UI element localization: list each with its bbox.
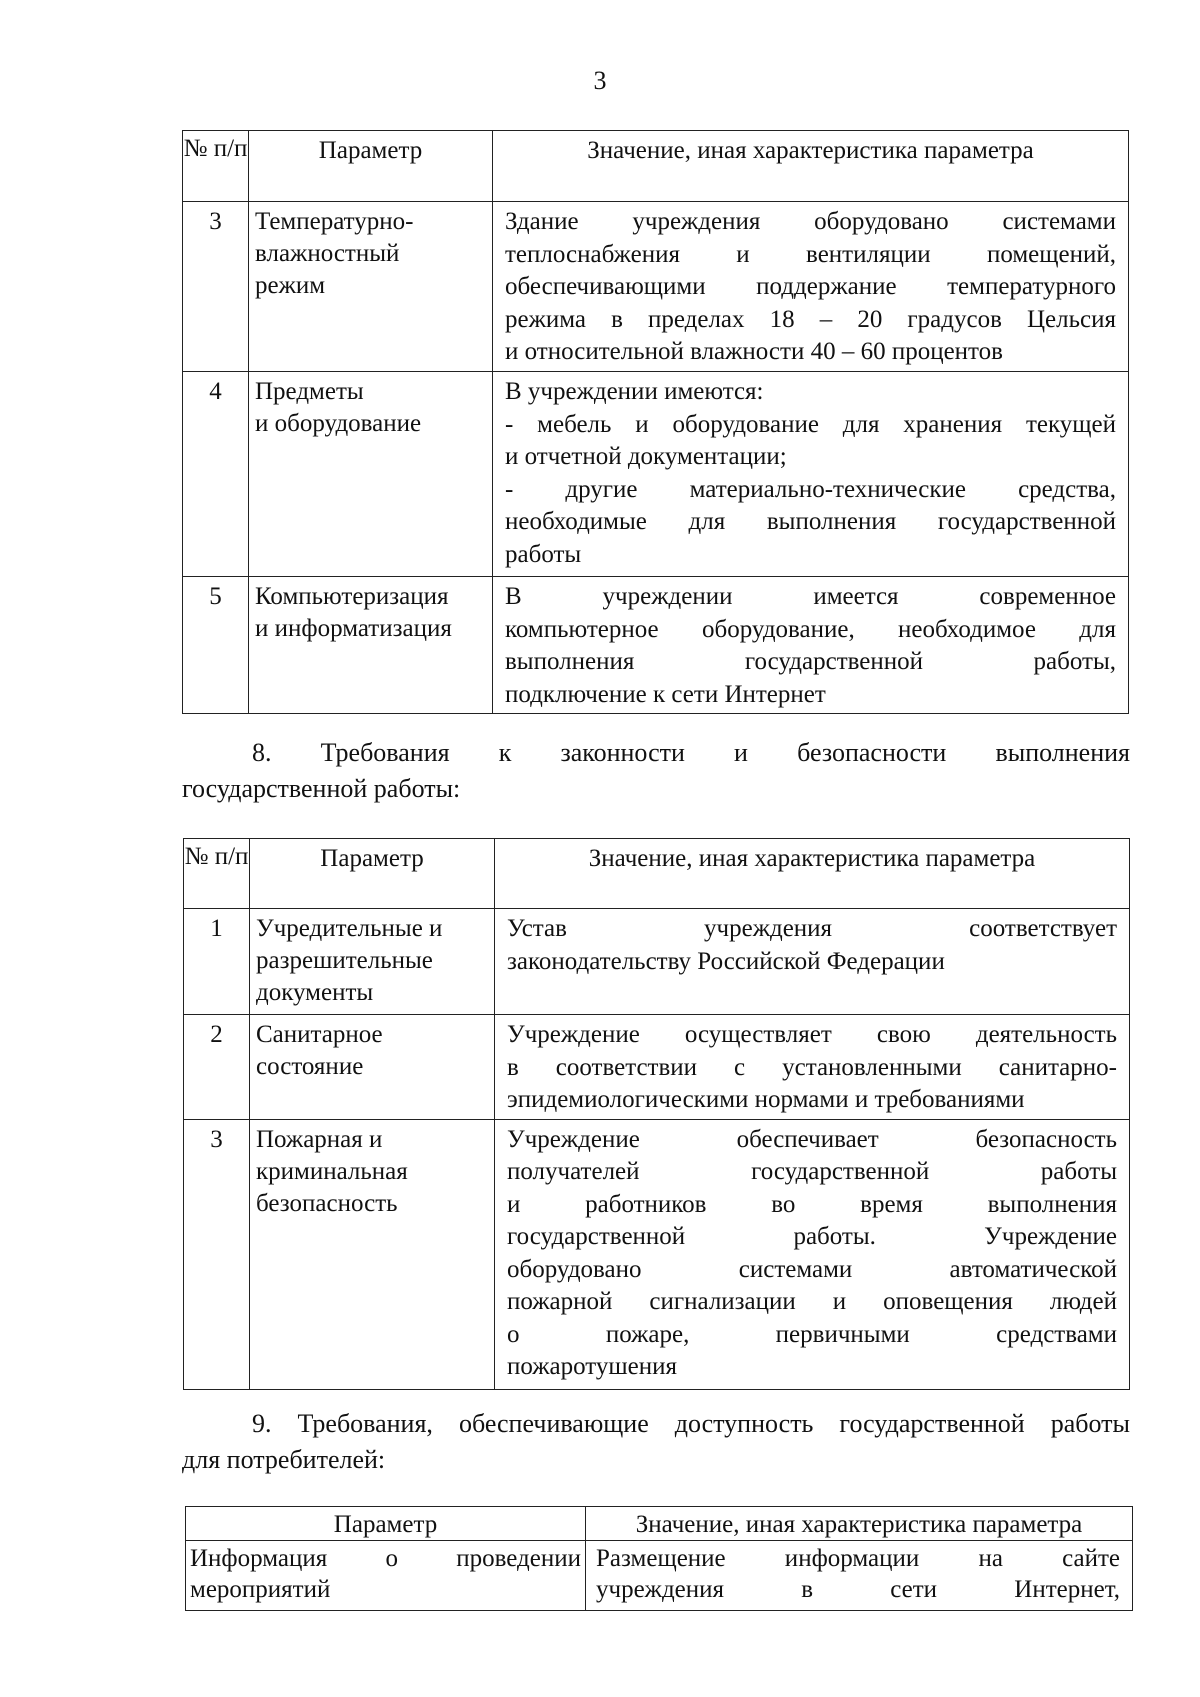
row-param — [250, 1119, 495, 1389]
row-value — [495, 909, 1130, 1015]
header-value: Значение, иная характеристика параметра — [586, 1507, 1133, 1541]
row-param — [249, 577, 493, 714]
param-line: и информатизация — [255, 615, 452, 642]
section-9-line2: для потребителей: — [182, 1445, 386, 1474]
row-num: 3 — [184, 1119, 250, 1389]
param-line: Температурно- — [255, 208, 414, 235]
value-line: Учреждение обеспечивает безопасность — [507, 1125, 1117, 1153]
section-8-line2: государственной работы: — [182, 774, 461, 803]
row-num: 4 — [183, 372, 249, 577]
row-param — [250, 909, 495, 1015]
param-line: Учредительные и — [256, 915, 443, 942]
param-line: и оборудование — [255, 410, 422, 437]
param-line: состояние — [256, 1053, 364, 1080]
value-line: подключение к сети Интернет — [505, 680, 826, 708]
param-line: Санитарное — [256, 1021, 383, 1048]
value-line: работы — [505, 540, 582, 568]
param-line: разрешительные — [256, 947, 433, 974]
value-line: обеспечивающими поддержание температурного — [505, 273, 1116, 300]
table-row — [184, 1119, 1130, 1389]
value-line: пожаротушения — [507, 1353, 677, 1380]
row-num: 1 — [184, 909, 250, 1015]
header-param: Параметр — [249, 131, 493, 202]
page-number: 3 — [593, 66, 607, 95]
header-value: Значение, иная характеристика параметра — [493, 131, 1129, 202]
row-num: 3 — [183, 202, 249, 372]
table-header-row — [184, 839, 1130, 909]
value-line: теплоснабжения и вентиляции помещений, — [505, 240, 1116, 268]
value-line: получателей государственной работы — [507, 1158, 1117, 1185]
row-param — [250, 1015, 495, 1120]
value-line: В учреждении имеются: — [505, 378, 764, 405]
row-value — [493, 202, 1129, 372]
section-9-heading — [182, 1406, 1130, 1478]
table-row — [183, 202, 1129, 372]
value-line: - мебель и оборудование для хранения текущей — [505, 410, 1116, 438]
value-line: государственной работы. Учреждение — [507, 1223, 1117, 1250]
table-header-row — [186, 1507, 1133, 1541]
value-line: Размещение информации на сайте — [596, 1545, 1120, 1572]
value-line: Устав учреждения соответствует — [507, 915, 1117, 942]
section-8-line1: 8. Требования к законности и безопасности выполнения — [252, 738, 1130, 767]
table-header-row — [183, 131, 1129, 202]
row-value — [586, 1541, 1133, 1611]
param-line: Компьютеризация — [255, 583, 449, 610]
header-param: Параметр — [186, 1507, 586, 1541]
row-num: 2 — [184, 1015, 250, 1120]
value-line: режима в пределах 18 – 20 градусов Цельсия — [505, 305, 1116, 333]
param-line: Предметы — [255, 378, 364, 405]
row-param — [249, 372, 493, 577]
row-value — [493, 372, 1129, 577]
value-line: о пожаре, первичными средствами — [507, 1320, 1117, 1348]
value-line: эпидемиологическими нормами и требованиями — [507, 1086, 1025, 1113]
param-line: мероприятий — [190, 1576, 331, 1603]
row-value — [495, 1119, 1130, 1389]
header-value: Значение, иная характеристика параметра — [495, 839, 1130, 909]
value-line: компьютерное оборудование, необходимое для — [505, 615, 1116, 643]
value-line: необходимые для выполнения государственной — [505, 508, 1116, 535]
conditions-table — [182, 130, 1129, 714]
table-row — [184, 909, 1130, 1015]
value-line: - другие материально-технические средства, — [505, 475, 1116, 503]
value-line: и работников во время выполнения — [507, 1190, 1117, 1218]
row-param — [186, 1541, 586, 1611]
accessibility-table — [185, 1506, 1133, 1611]
row-value — [493, 577, 1129, 714]
row-num: 5 — [183, 577, 249, 714]
param-line: документы — [256, 979, 374, 1006]
value-line: в соответствии с установленными санитарно- — [507, 1053, 1117, 1081]
value-line: и отчетной документации; — [505, 443, 787, 470]
table-row — [183, 372, 1129, 577]
param-line: безопасность — [256, 1189, 398, 1217]
value-line: выполнения государственной работы, — [505, 648, 1116, 675]
param-line: Пожарная и — [256, 1125, 383, 1153]
param-line: влажностный — [255, 240, 400, 267]
row-value — [495, 1015, 1130, 1120]
value-line: В учреждении имеется современное — [505, 583, 1116, 610]
table-row — [186, 1541, 1133, 1611]
table-row — [184, 1015, 1130, 1120]
value-line: Здание учреждения оборудовано системами — [505, 208, 1116, 235]
header-num: № п/п — [184, 839, 250, 909]
section-9-line1: 9. Требования, обеспечивающие доступность государственной работы — [252, 1409, 1130, 1438]
value-line: Учреждение осуществляет свою деятельность — [507, 1021, 1117, 1048]
header-num: № п/п — [183, 131, 249, 202]
param-line: режим — [255, 272, 326, 299]
row-param — [249, 202, 493, 372]
section-8-heading — [182, 735, 1130, 807]
value-line: законодательству Российской Федерации — [507, 947, 945, 975]
value-line: пожарной сигнализации и оповещения людей — [507, 1288, 1117, 1315]
header-param: Параметр — [250, 839, 495, 909]
param-line: криминальная — [256, 1157, 408, 1185]
value-line: и относительной влажности 40 – 60 процентов — [505, 338, 1003, 365]
value-line: оборудовано системами автоматической — [507, 1255, 1117, 1283]
param-line: Информация о проведении — [190, 1545, 581, 1572]
legality-safety-table — [183, 838, 1130, 1390]
table-row — [183, 577, 1129, 714]
value-line: учреждения в сети Интернет, — [596, 1576, 1120, 1603]
